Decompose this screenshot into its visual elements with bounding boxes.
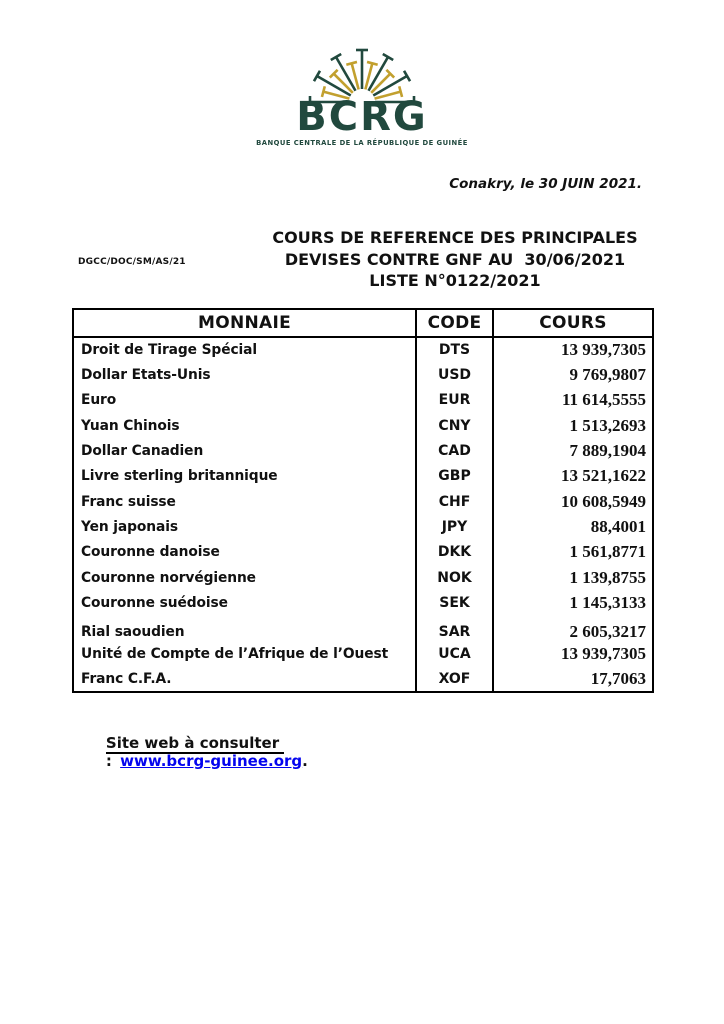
table-row (73, 590, 653, 615)
table-row (73, 540, 653, 565)
footer-colon: : (105, 752, 118, 770)
currency-name: Rial saoudien (81, 623, 185, 640)
date-line: Conakry, le 30 JUIN 2021. (449, 176, 642, 192)
currency-rate: 1 561,8771 (569, 542, 646, 562)
table-row (73, 514, 653, 539)
currency-name: Dollar Canadien (81, 443, 204, 460)
currency-name: Livre sterling britannique (81, 468, 278, 485)
title-line-3: LISTE N°0122/2021 (369, 271, 541, 290)
currency-name: Droit de Tirage Spécial (81, 342, 258, 359)
currency-name: Franc suisse (81, 493, 176, 510)
currency-code: GBP (416, 464, 493, 489)
currency-code: DKK (416, 540, 493, 565)
currency-rate: 1 139,8755 (569, 567, 646, 587)
reference-code: DGCC/DOC/SM/AS/21 (78, 257, 186, 267)
currency-code: CAD (416, 438, 493, 463)
table-header-row (73, 309, 653, 337)
currency-rate: 13 939,7305 (561, 644, 646, 664)
table-row (73, 489, 653, 514)
bank-full-name: BANQUE CENTRALE DE LA RÉPUBLIQUE DE GUINÉE (256, 139, 468, 147)
table-row (73, 362, 653, 387)
currency-name: Unité de Compte de l’Afrique de l’Ouest (81, 646, 389, 663)
currency-code: JPY (416, 514, 493, 539)
currency-name: Yuan Chinois (81, 417, 180, 434)
currency-code: XOF (416, 667, 493, 692)
currency-name: Couronne suédoise (81, 595, 228, 612)
currency-rate: 11 614,5555 (561, 390, 646, 410)
currency-rate: 9 769,9807 (569, 365, 646, 385)
currency-code: SAR (416, 616, 493, 642)
header-monnaie: MONNAIE (73, 309, 416, 337)
currency-code: EUR (416, 388, 493, 413)
footer-note (85, 716, 308, 788)
document-title (252, 227, 658, 292)
header-cours: COURS (493, 309, 653, 337)
title-line-2: DEVISES CONTRE GNF AU 30/06/2021 (284, 249, 626, 269)
currency-rate: 7 889,1904 (569, 441, 646, 461)
currency-rate: 1 145,3133 (569, 593, 646, 613)
currency-rate: 13 521,1622 (561, 466, 646, 486)
currency-code: USD (416, 362, 493, 387)
table-row (73, 388, 653, 413)
currency-code: DTS (416, 337, 493, 362)
currency-code: UCA (416, 642, 493, 667)
currency-rate: 1 513,2693 (569, 415, 646, 435)
table-row (73, 337, 653, 362)
currency-rate: 13 939,7305 (561, 340, 646, 360)
title-line-1: COURS DE REFERENCE DES PRINCIPALES (272, 228, 638, 247)
bcrg-logo-text: BCRG (296, 94, 428, 140)
table-row (73, 642, 653, 667)
currency-rate: 88,4001 (590, 517, 646, 537)
currency-code: SEK (416, 590, 493, 615)
currency-rate: 10 608,5949 (561, 491, 646, 511)
currency-name: Couronne danoise (81, 544, 220, 561)
header-code: CODE (416, 309, 493, 337)
currency-name: Euro (81, 392, 117, 409)
currency-name: Yen japonais (81, 519, 178, 536)
footer-period: . (302, 752, 308, 770)
currency-rate: 17,7063 (590, 669, 646, 689)
site-label: Site web à consulter (106, 734, 284, 754)
table-row (73, 438, 653, 463)
currency-code: NOK (416, 565, 493, 590)
exchange-rates-table (72, 308, 654, 693)
table-row (73, 413, 653, 438)
currency-name: Dollar Etats-Unis (81, 367, 211, 384)
currency-code: CHF (416, 489, 493, 514)
currency-name: Couronne norvégienne (81, 569, 256, 586)
currency-name: Franc C.F.A. (81, 671, 172, 688)
website-link[interactable]: www.bcrg-guinee.org (120, 752, 303, 770)
table-row (73, 464, 653, 489)
currency-code: CNY (416, 413, 493, 438)
table-row (73, 565, 653, 590)
table-row (73, 616, 653, 642)
table-row (73, 667, 653, 692)
currency-rate: 2 605,3217 (569, 621, 646, 641)
